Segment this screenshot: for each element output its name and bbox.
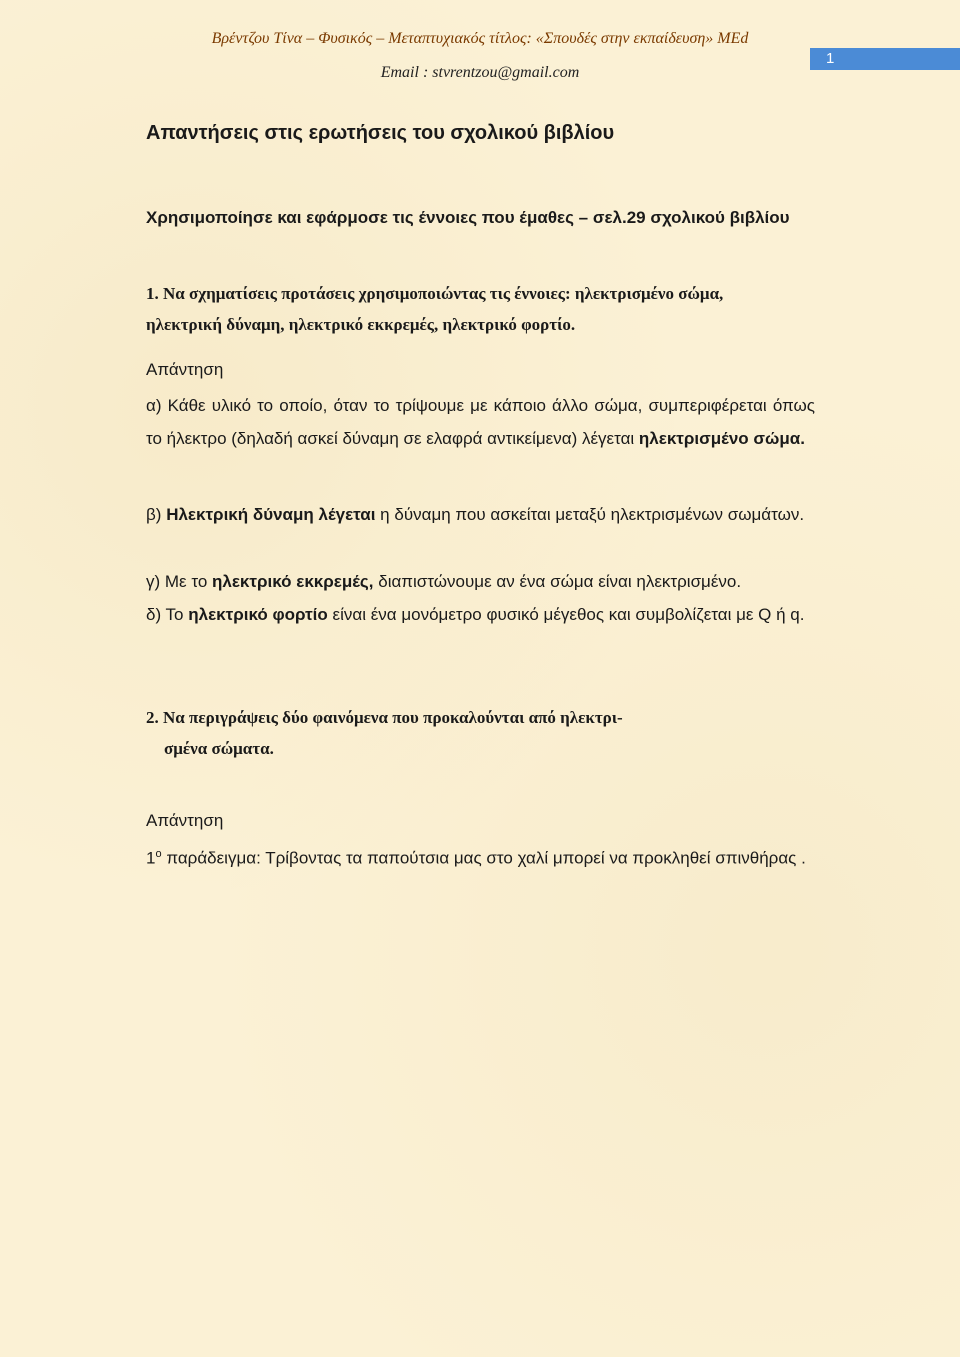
page-title: Απαντήσεις στις ερωτήσεις του σχολικού βιβλίου (146, 122, 615, 144)
answer-2-example (146, 838, 815, 875)
answer-1-b (146, 498, 815, 531)
answer-1-c-rest: διαπιστώνουμε αν ένα σώμα είναι ηλεκτρισμένο. (378, 572, 742, 591)
answer-2-label: Απάντηση (146, 811, 224, 830)
answer-1-c-prefix: γ) Με το (146, 572, 208, 591)
section-subtitle: Χρησιμοποίησε και εφάρμοσε τις έννοιες που έμαθες – σελ.29 σχολικού βιβλίου (146, 208, 790, 227)
answer-1-b-bold: Ηλεκτρική δύναμη λέγεται (166, 505, 376, 524)
question-2-line2: σμένα σώματα. (164, 739, 274, 758)
answer-1-a-text: α) Κάθε υλικό το οποίο, όταν το τρίψουμε με κάποιο άλλο σώμα, συμπεριφέρεται όπως το ήλεκτρο (δηλαδή ασκεί δύναμη σε ελαφρά αντικείμενα) λέγεται (146, 396, 815, 448)
answer-1-c (146, 565, 815, 598)
answer-1-d-bold: ηλεκτρικό φορτίο (188, 605, 328, 624)
example-number: 1 (146, 848, 156, 868)
example-text: παράδειγμα: Τρίβοντας τα παπούτσια μας στο χαλί μπορεί να προκληθεί σπινθήρας . (166, 848, 806, 868)
answer-1-d-rest: είναι ένα μονόμετρο φυσικό μέγεθος και συμβολίζεται με Q ή q. (332, 605, 805, 624)
header-email-line: Email : stvrentzou@gmail.com (380, 64, 580, 81)
example-ordinal: ο (155, 848, 162, 860)
answer-1-c-bold: ηλεκτρικό εκκρεμές, (212, 572, 374, 591)
page-number-tab: 1 (810, 48, 960, 70)
answer-1-b-rest: η δύναμη που ασκείται μεταξύ ηλεκτρισμένων σωμάτων. (380, 505, 805, 524)
answer-1-label: Απάντηση (146, 360, 224, 379)
answer-1-d-prefix: δ) Το (146, 605, 184, 624)
question-1-line1: 1. Να σχηματίσεις προτάσεις χρησιμοποιώντας τις έννοιες: ηλεκτρισμένο σώμα, (146, 284, 724, 303)
answer-1-a-bold: ηλεκτρισμένο σώμα. (638, 429, 805, 448)
question-2-line1: 2. Να περιγράψεις δύο φαινόμενα που προκαλούνται από ηλεκτρι- (146, 708, 623, 727)
header-author-line: Βρέντζου Τίνα – Φυσικός – Μεταπτυχιακός τίτλος: «Σπουδές στην εκπαίδευση» MEd (211, 30, 749, 47)
question-2 (146, 702, 815, 764)
answer-1-b-prefix: β) (146, 505, 162, 524)
answer-1-a (146, 389, 815, 455)
answer-1-d (146, 598, 815, 631)
question-1 (146, 278, 815, 340)
question-1-line2: ηλεκτρική δύναμη, ηλεκτρικό εκκρεμές, ηλεκτρικό φορτίο. (146, 315, 576, 334)
